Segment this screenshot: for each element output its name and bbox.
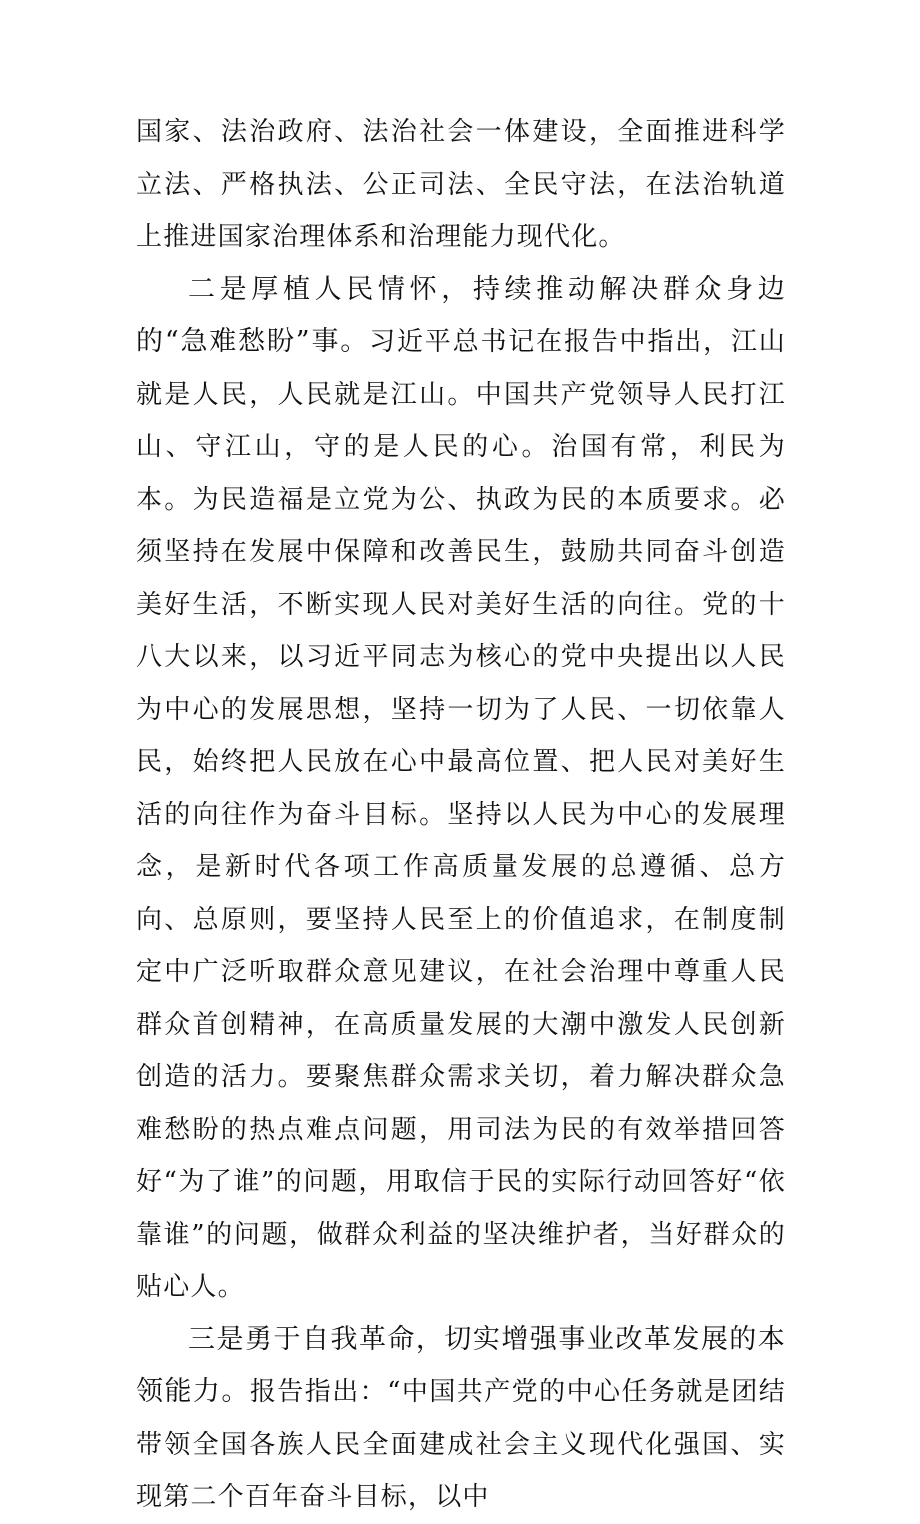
paragraph-3-heading: 三是勇于自我革命，切实增强事业改革发展的本领能力。 [136,1323,786,1407]
paragraph-1 [136,106,786,264]
paragraph-2-text: 习近平总书记在报告中指出，江山就是人民，人民就是江山。中国共产党领导人民打江山、守江山，守的是人民的心。治国有常，利民为本。为民造福是立党为公、执政为民的本质要求。必须坚持在发展中保障和改善民生，鼓励共同奋斗创造美好生活，不断实现人民对美好生活的向往。党的十八大以来，以习近平同志为核心的党中央提出以人民为中心的发展思想，坚持一切为了人民、一切依靠人民，始终把人民放在心中最高位置、把人民对美好生活的向往作为奋斗目标。坚持以人民为中心的发展理念，是新时代各项工作高质量发展的总遵循、总方向、总原则，要坚持人民至上的价值追求，在制度制定中广泛听取群众意见建议，在社会治理中尊重人民群众首创精神，在高质量发展的大潮中激发人民创新创造的活力。要聚焦群众需求关切，着力解决群众急难愁盼的热点难点问题，用司法为民的有效举措回答好“为了谁”的问题，用取信于民的实际行动回答好“依靠谁”的问题，做群众利益的坚决维护者，当好群众的贴心人。 [136,327,786,1302]
paragraph-3-text: 报告指出：“中国共产党的中心任务就是团结带领全国各族人民全面建成社会主义现代化强国、实现第二个百年奋斗目标，以中 [136,1377,786,1512]
paragraph-3 [136,1314,786,1524]
document-body [136,106,786,1524]
paragraph-2 [136,264,786,1314]
paragraph-1-text: 国家、法治政府、法治社会一体建设，全面推进科学立法、严格执法、公正司法、全民守法，在法治轨道上推进国家治理体系和治理能力现代化。 [136,117,786,252]
paragraph-2-heading: 二是厚植人民情怀，持续推动解决群众身边的“急难愁盼”事。 [136,273,786,357]
